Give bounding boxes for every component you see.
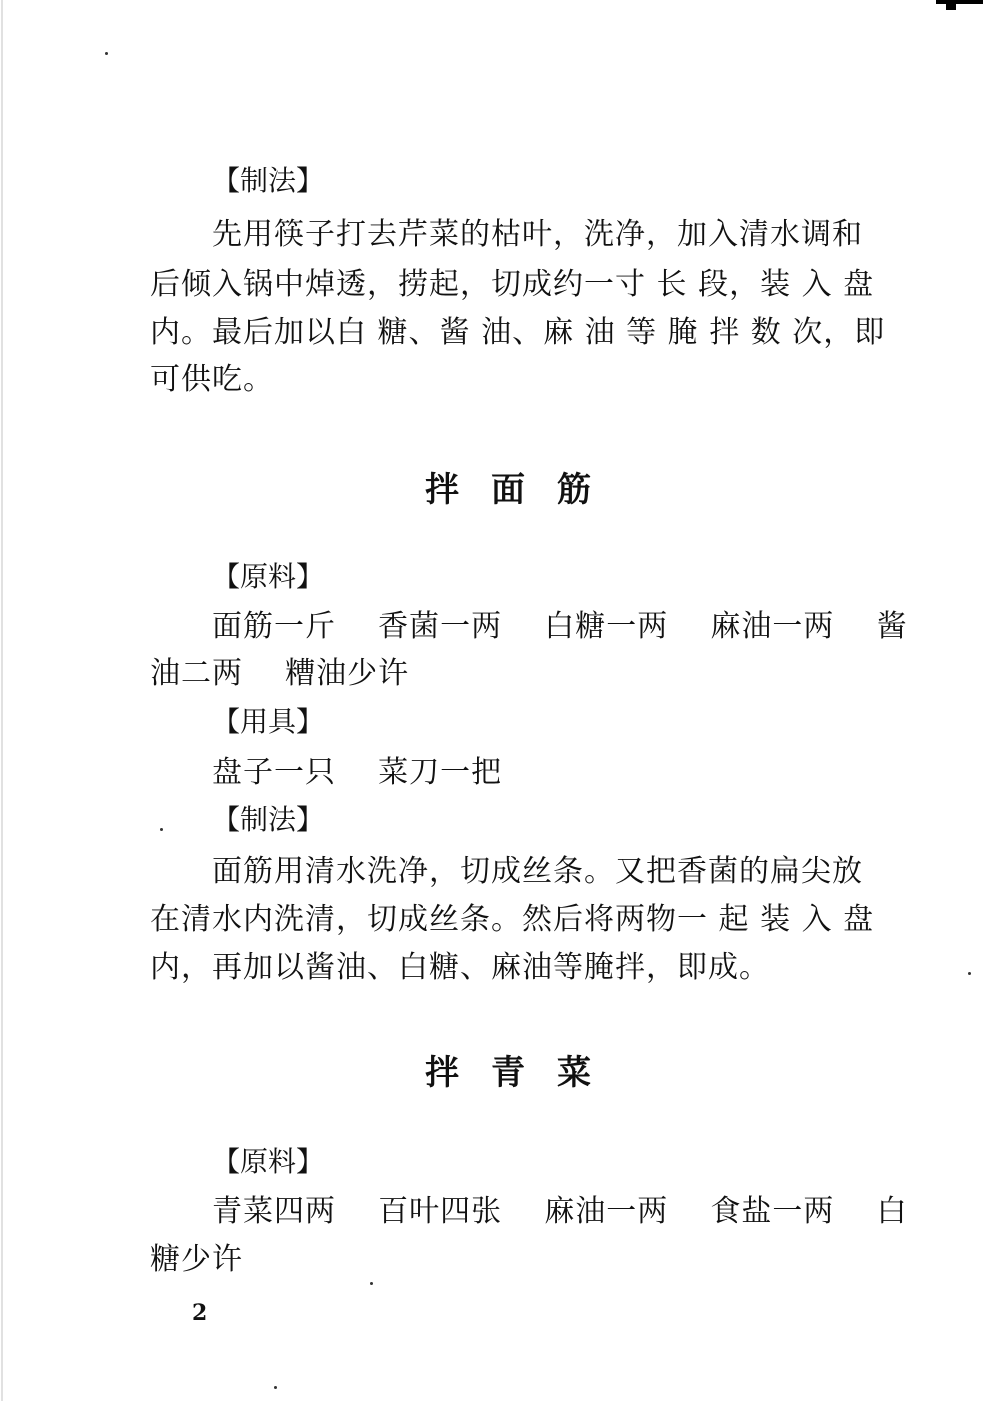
page-edge-shadow <box>1 0 3 1401</box>
tools-label: 【用具】 <box>212 705 325 738</box>
page-number: 2 <box>192 1300 208 1326</box>
method2-line-2: 在清水内洗清，切成丝条。然后将两物一 起 装 入 盘 <box>150 902 875 937</box>
tools-line: 盘子一只 菜刀一把 <box>212 755 503 790</box>
method-line-2: 后倾入锅中焯透，捞起，切成约一寸 长 段，装 入 盘 <box>150 267 875 302</box>
scan-artifact-top-right <box>936 0 983 14</box>
ingredients-label: 【原料】 <box>212 560 325 593</box>
ingredients3-line-1: 青菜四两 百叶四张 麻油一两 食盐一两 白 <box>212 1194 908 1229</box>
method2-line-3: 内，再加以酱油、白糖、麻油等腌拌，即成。 <box>150 950 770 985</box>
ingredients-line-2: 油二两 糟油少许 <box>150 656 410 691</box>
scan-speck <box>160 828 163 831</box>
recipe-title-mianjin: 拌面筋 <box>425 470 623 510</box>
method-line-3: 内。最后加以白 糖、酱 油、麻 油 等 腌 拌 数 次，即 <box>150 315 886 350</box>
method-label: 【制法】 <box>212 164 325 197</box>
scan-speck <box>105 52 108 55</box>
ingredients-label-3: 【原料】 <box>212 1145 325 1178</box>
ingredients3-line-2: 糖少许 <box>150 1242 243 1277</box>
scan-speck <box>274 1386 277 1389</box>
method2-line-1: 面筋用清水洗净，切成丝条。又把香菌的扁尖放 <box>212 854 863 889</box>
method-label-2: 【制法】 <box>212 803 325 836</box>
scan-speck <box>968 972 971 975</box>
recipe-title-qingcai: 拌青菜 <box>425 1053 623 1093</box>
ingredients-line-1: 面筋一斤 香菌一两 白糖一两 麻油一两 酱 <box>212 609 908 644</box>
scan-speck <box>370 1282 373 1285</box>
method-line-1: 先用筷子打去芹菜的枯叶，洗净，加入清水调和 <box>212 217 863 252</box>
method-line-4: 可供吃。 <box>150 362 274 397</box>
